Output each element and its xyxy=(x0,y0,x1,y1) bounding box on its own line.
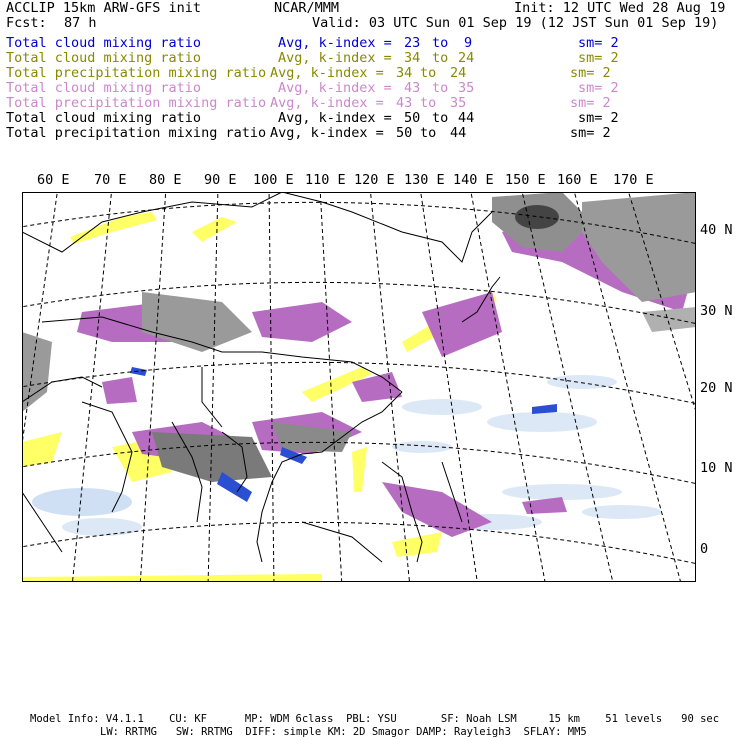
lat-label: 0 xyxy=(700,541,709,557)
legend-to: 35 xyxy=(450,95,467,111)
legend-from: 43 xyxy=(396,95,413,111)
forecast-hours: 87 h xyxy=(64,15,97,31)
legend-avg: Avg, k-index = xyxy=(270,65,384,81)
legend-to-word: to xyxy=(432,110,449,126)
lon-label: 100 E xyxy=(253,172,294,188)
legend-avg: Avg, k-index = xyxy=(270,95,384,111)
legend-to: 9 xyxy=(464,35,473,51)
lat-label: 20 N xyxy=(700,380,733,396)
org-label: NCAR/MMM xyxy=(274,0,340,16)
model-info-line-2: LW: RRTMG SW: RRTMG DIFF: simple KM: 2D Smagor DAMP: Rayleigh3 SFLAY: MM5 xyxy=(100,726,587,738)
legend-to-word: to xyxy=(432,80,449,96)
legend-to: 35 xyxy=(458,80,475,96)
lon-label: 90 E xyxy=(204,172,237,188)
legend-sm: sm= 2 xyxy=(578,110,619,126)
legend-sm: sm= 2 xyxy=(578,35,619,51)
legend-to: 44 xyxy=(458,110,475,126)
legend-avg: Avg, k-index = xyxy=(278,80,392,96)
lon-label: 170 E xyxy=(613,172,654,188)
legend-from: 23 xyxy=(404,35,421,51)
lon-label: 120 E xyxy=(354,172,395,188)
lon-label: 80 E xyxy=(149,172,182,188)
legend-from: 50 xyxy=(396,125,413,141)
legend-avg: Avg, k-index = xyxy=(278,110,392,126)
lon-label: 140 E xyxy=(453,172,494,188)
forecast-label: Fcst: xyxy=(6,15,47,31)
legend-sm: sm= 2 xyxy=(578,50,619,66)
legend-sm: sm= 2 xyxy=(570,95,611,111)
legend-sm: sm= 2 xyxy=(578,80,619,96)
legend-field: Total cloud mixing ratio xyxy=(6,80,202,96)
lon-label: 130 E xyxy=(404,172,445,188)
lat-label: 10 N xyxy=(700,460,733,476)
legend-sm: sm= 2 xyxy=(570,65,611,81)
legend-field: Total precipitation mixing ratio xyxy=(6,125,267,141)
legend-from: 50 xyxy=(404,110,421,126)
legend-avg: Avg, k-index = xyxy=(278,50,392,66)
lon-label: 160 E xyxy=(557,172,598,188)
legend-from: 34 xyxy=(404,50,421,66)
lat-label: 30 N xyxy=(700,303,733,319)
legend-from: 34 xyxy=(396,65,413,81)
init-time: Init: 12 UTC Wed 28 Aug 19 xyxy=(514,0,726,16)
lat-label: 40 N xyxy=(700,222,733,238)
legend-to: 44 xyxy=(450,125,467,141)
legend-field: Total cloud mixing ratio xyxy=(6,35,202,51)
legend-field: Total precipitation mixing ratio xyxy=(6,65,267,81)
legend-to-word: to xyxy=(420,125,437,141)
lon-label: 60 E xyxy=(37,172,70,188)
lon-label: 150 E xyxy=(505,172,546,188)
legend-to: 24 xyxy=(450,65,467,81)
legend-to-word: to xyxy=(420,65,437,81)
legend-field: Total precipitation mixing ratio xyxy=(6,95,267,111)
forecast-map xyxy=(22,192,696,582)
model-info-line-1: Model Info: V4.1.1 CU: KF MP: WDM 6class PBL: YSU SF: Noah LSM 15 km 51 levels 90 sec xyxy=(30,713,720,725)
legend-avg: Avg, k-index = xyxy=(278,35,392,51)
legend-to-word: to xyxy=(432,50,449,66)
legend-field: Total cloud mixing ratio xyxy=(6,50,202,66)
legend-to-word: to xyxy=(420,95,437,111)
legend-sm: sm= 2 xyxy=(570,125,611,141)
legend-avg: Avg, k-index = xyxy=(270,125,384,141)
legend-to-word: to xyxy=(432,35,449,51)
valid-time: Valid: 03 UTC Sun 01 Sep 19 (12 JST Sun 01 Sep 19) xyxy=(312,15,719,31)
legend-field: Total cloud mixing ratio xyxy=(6,110,202,126)
lon-label: 70 E xyxy=(94,172,127,188)
legend-to: 24 xyxy=(458,50,475,66)
lon-label: 110 E xyxy=(305,172,346,188)
model-title: ACCLIP 15km ARW-GFS init xyxy=(6,0,202,16)
legend-from: 43 xyxy=(404,80,421,96)
